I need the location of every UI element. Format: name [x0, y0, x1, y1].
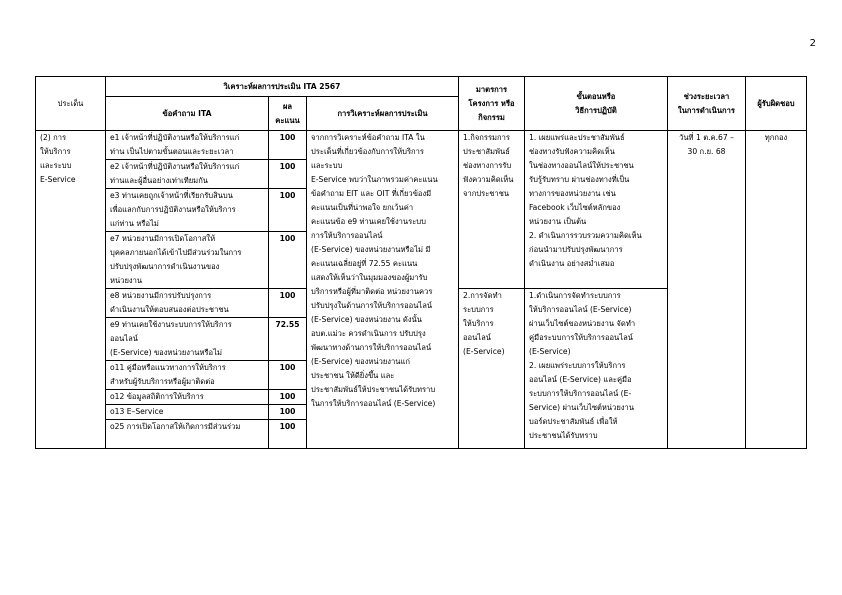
- ita-analysis-table: [35, 76, 807, 449]
- score-e1: 100: [269, 131, 307, 160]
- header-question: ข้อคำถาม ITA: [106, 97, 269, 131]
- score-e3: 100: [269, 189, 307, 232]
- header-analysis: การวิเคราะห์ผลการประเมิน: [307, 97, 459, 131]
- question-o13: o13 E–Service: [106, 405, 269, 420]
- analysis-cell: จากการวิเคราะห์ข้อคำถาม ITA ใน ประเด็นที่เกี่ยวข้องกับการให้บริการ และระบบ E-Service พบว่าในภาพรวมค่าคะแนน ข้อคำถาม EIT และ OIT ที่เกี่ยวข้องมี คะแนนเป็นที่น่าพอใจ ยกเว้นค่า คะแนนข้อ e9 ท่านเคยใช้งานระบบ การให้บริการออนไลน์ (E-Service) ของหน่วยงานหรือไม่ มี คะแนนเฉลี่ยอยู่ที่ 72.55 คะแนน แสดงให้เห็นว่าในมุมมองของผู้มารับ บริการหรือผู้ที่มาติดต่อ หน่วยงานควร ปรับปรุงในด้านการให้บริการออนไลน์ (E-Service) ของหน่วยงาน ดังนั้น อบต.แม่วะ ควรดำเนินการ ปรับปรุง พัฒนาทางด้านการให้บริการออนไลน์ (E-Service) ของหน่วยงานแก่ ประชาชน ให้ดียิ่งขึ้น และ ประชาสัมพันธ์ให้ประชาชนได้รับทราบ ในการให้บริการออนไลน์ (E-Service): [307, 131, 459, 449]
- question-o11: o11 คู่มือหรือแนวทางการให้บริการ สำหรับผู้รับบริการหรือผู้มาติดต่อ: [106, 361, 269, 390]
- question-e3: e3 ท่านเคยถูกเจ้าหน้าที่เรียกรับสินบน เพื่อแลกกับการปฏิบัติงานหรือให้บริการ แก่ท่าน หรือไม่: [106, 189, 269, 232]
- score-o11: 100: [269, 361, 307, 390]
- question-e1: e1 เจ้าหน้าที่ปฏิบัติงานหรือให้บริการแก่ ท่าน เป็นไปตามขั้นตอนและระยะเวลา: [106, 131, 269, 160]
- score-o13: 100: [269, 405, 307, 420]
- question-e8: e8 หน่วยงานมีการปรับปรุงการ ดำเนินงานให้ตอบสนองต่อประชาชน: [106, 289, 269, 318]
- header-analysis-group: วิเคราะห์ผลการประเมิน ITA 2567: [106, 77, 459, 97]
- header-score: ผล คะแนน: [269, 97, 307, 131]
- period-cell: วันที่ 1 ต.ค.67 – 30 ก.ย. 68: [668, 131, 746, 449]
- header-period: ช่วงระยะเวลา ในการดำเนินการ: [668, 77, 746, 131]
- steps-1: 1. เผยแพร่และประชาสัมพันธ์ ช่องทางรับฟังความคิดเห็น ในช่องทางออนไลน์ให้ประชาชน รับรู้รับทราบ ผ่านช่องทางที่เป็น ทางการของหน่วยงาน เช่น Facebook เว็บไซต์หลักของ หน่วยงาน เป็นต้น 2. ดำเนินการรวบรวมความคิดเห็น ก่อนนำมาปรับปรุงพัฒนาการ ดำเนินงาน อย่างสม่ำเสมอ: [525, 131, 668, 289]
- question-o25: o25 การเปิดโอกาสให้เกิดการมีส่วนร่วม: [106, 420, 269, 449]
- question-e2: e2 เจ้าหน้าที่ปฏิบัติงานหรือให้บริการแก่ ท่านและผู้อื่นอย่างเท่าเทียมกัน: [106, 160, 269, 189]
- issue-cell: (2) การ ให้บริการ และระบบ E-Service: [36, 131, 106, 449]
- question-o12: o12 ข้อมูลสถิติการให้บริการ: [106, 390, 269, 405]
- header-issue: ประเด็น: [36, 77, 106, 131]
- measure-1: 1.กิจกรรมการ ประชาสัมพันธ์ ช่องทางการรับ ฟังความคิดเห็น จากประชาชน: [459, 131, 525, 289]
- question-e7: e7 หน่วยงานมีการเปิดโอกาสให้ บุคคลภายนอกได้เข้าไปมีส่วนร่วมในการ ปรับปรุงพัฒนาการดำเนินงานของ หน่วยงาน: [106, 232, 269, 289]
- header-measure: มาตรการ โครงการ หรือ กิจกรรม: [459, 77, 525, 131]
- header-responsible: ผู้รับผิดชอบ: [746, 77, 807, 131]
- question-e9: e9 ท่านเคยใช้งานระบบการให้บริการ ออนไลน์ (E-Service) ของหน่วยงานหรือไม่: [106, 318, 269, 361]
- score-o12: 100: [269, 390, 307, 405]
- header-steps: ขั้นตอนหรือ วิธีการปฏิบัติ: [525, 77, 668, 131]
- measure-2: 2.การจัดทำ ระบบการ ให้บริการ ออนไลน์ (E-Service): [459, 289, 525, 449]
- score-e7: 100: [269, 232, 307, 289]
- score-o25: 100: [269, 420, 307, 449]
- score-e2: 100: [269, 160, 307, 189]
- page-number: 2: [809, 38, 816, 49]
- steps-2: 1.ดำเนินการจัดทำระบบการ ให้บริการออนไลน์ (E-Service) ผ่านเว็บไซต์ของหน่วยงาน จัดทำ คู่มือระบบการให้บริการออนไลน์ (E-Service) 2. เผยแพร่ระบบการให้บริการ ออนไลน์ (E-Service) และคู่มือ ระบบการให้บริการออนไลน์ (E- Service) ผ่านเว็บไซต์หน่วยงาน บอร์ดประชาสัมพันธ์ เพื่อให้ ประชาชนได้รับทราบ: [525, 289, 668, 449]
- responsible-cell: ทุกกอง: [746, 131, 807, 449]
- score-e8: 100: [269, 289, 307, 318]
- score-e9: 72.55: [269, 318, 307, 361]
